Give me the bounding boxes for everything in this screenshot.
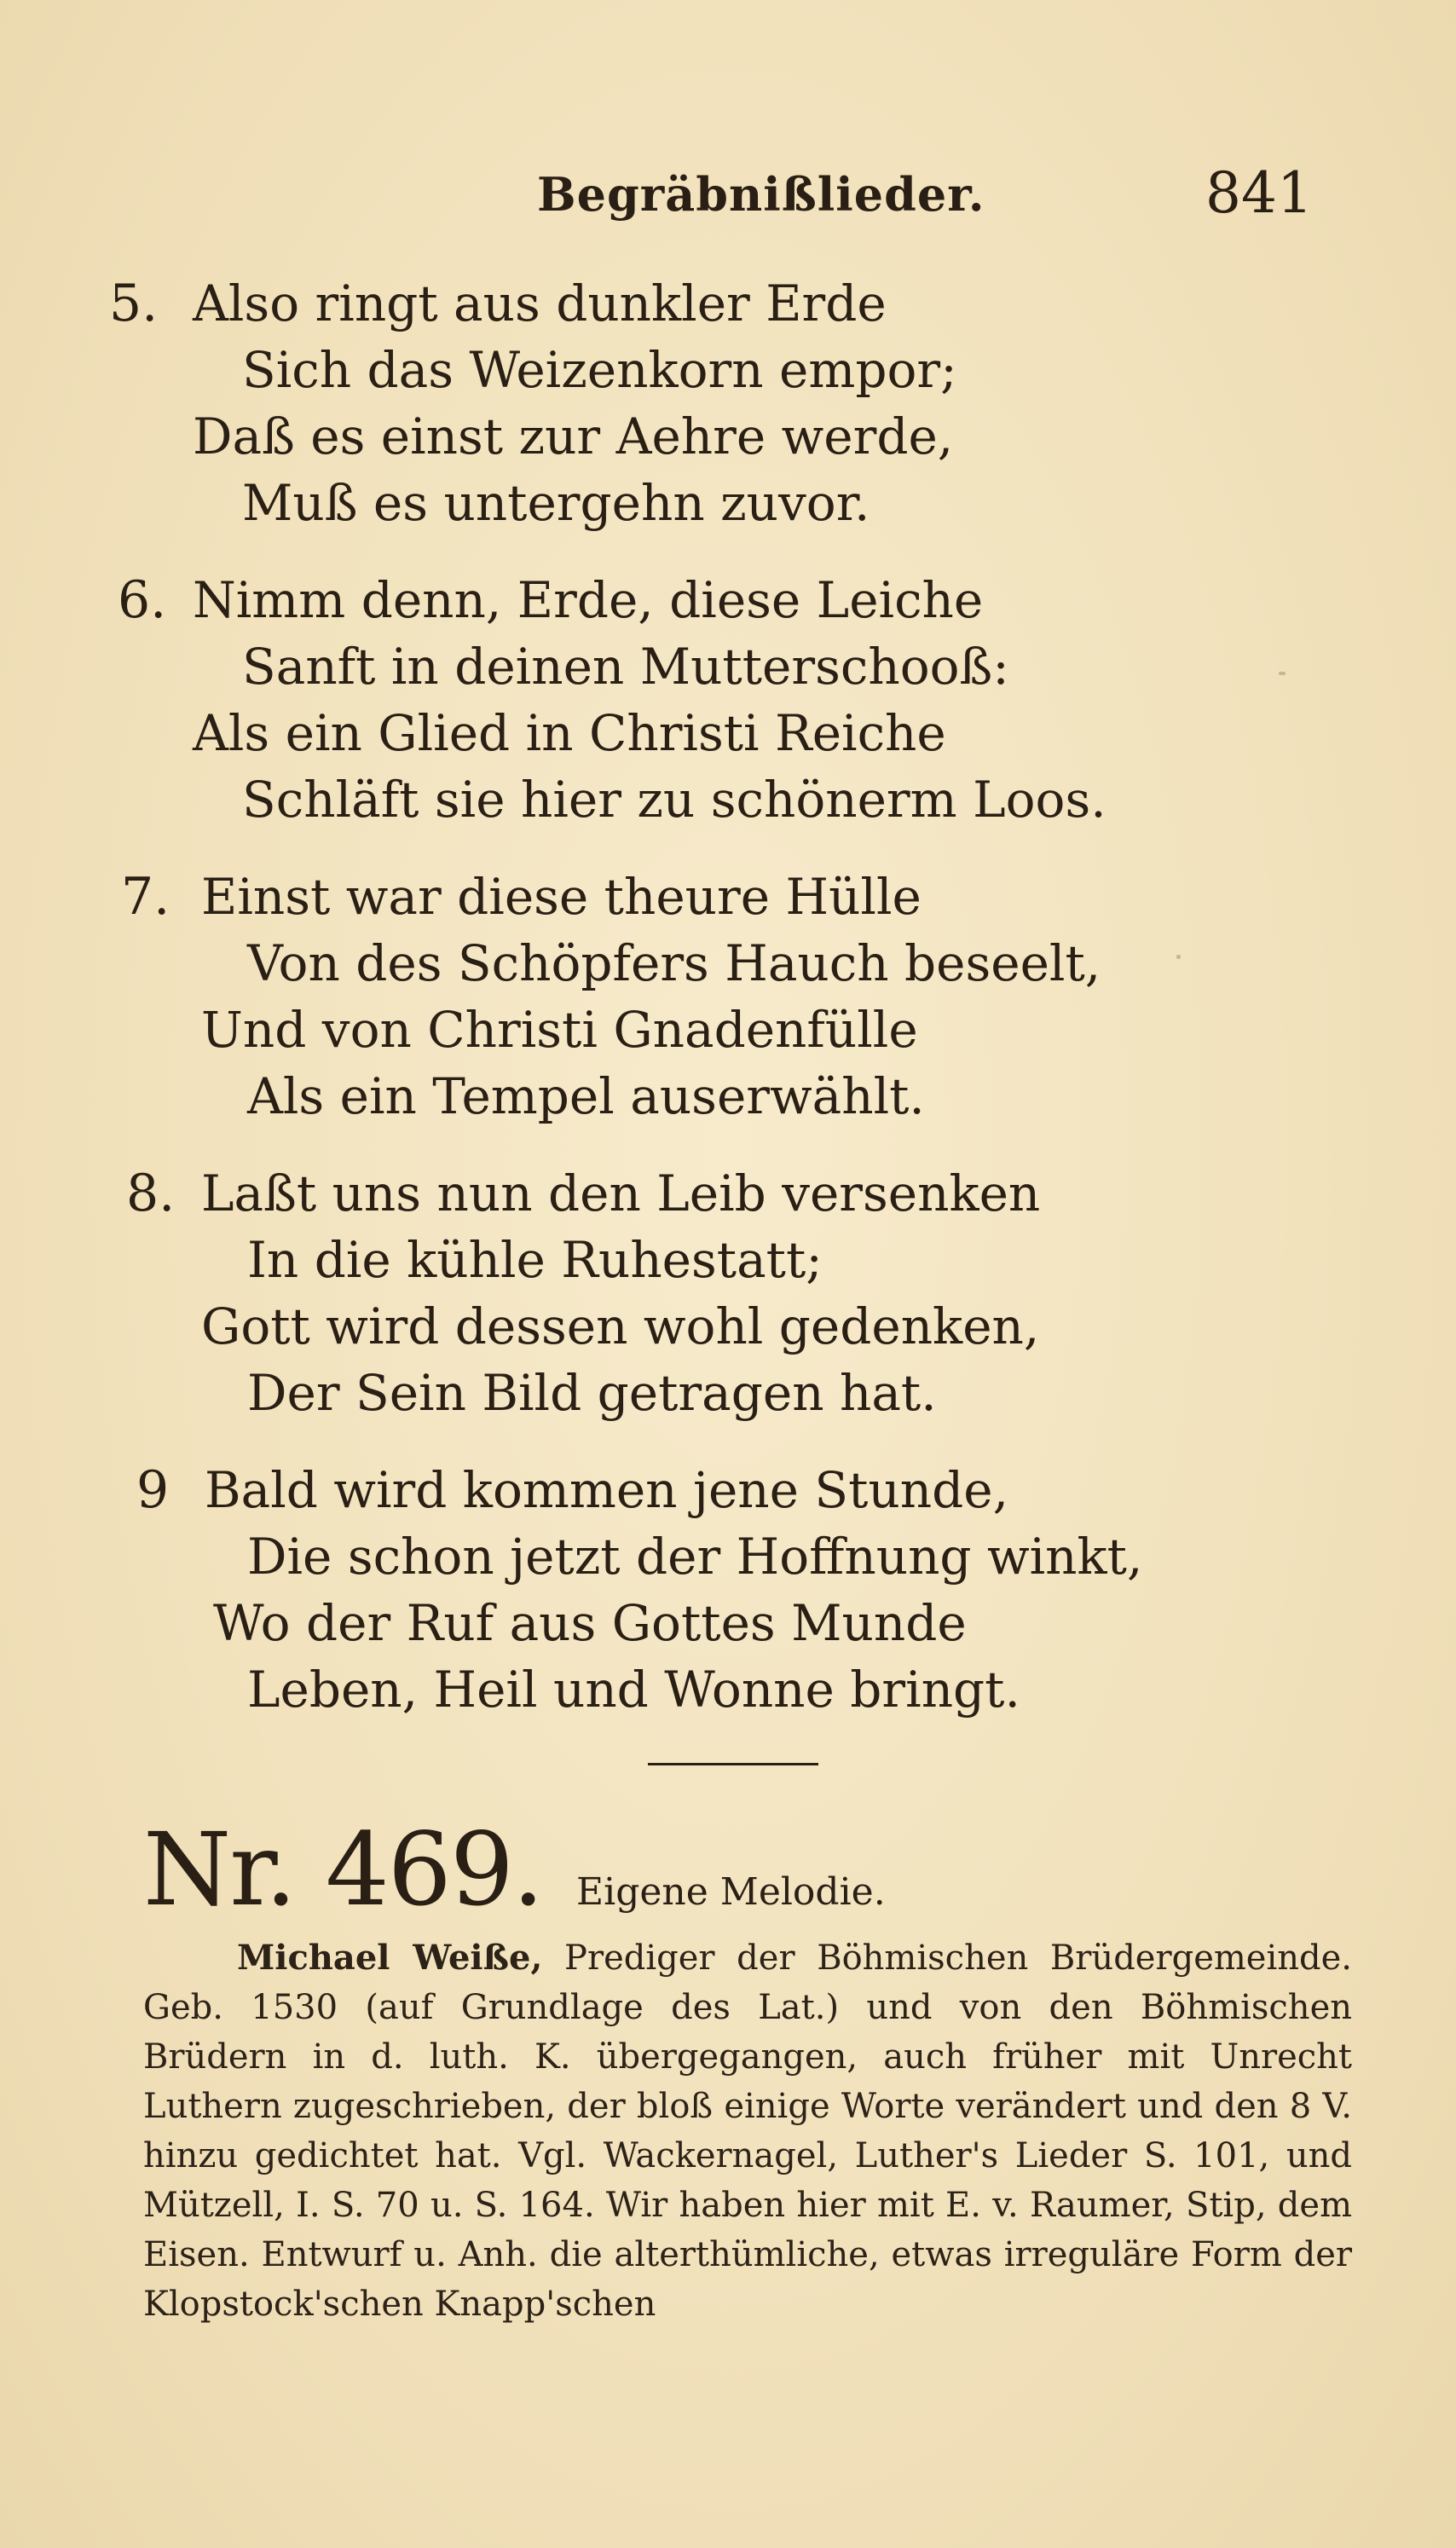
- verse-line: Bald wird kommen jene Stunde,: [205, 1461, 1009, 1519]
- stanza-number: 9: [136, 1460, 170, 1520]
- verse-line: Muß es untergehn zuvor.: [242, 474, 870, 532]
- verse-line: Laßt uns nun den Leib versenken: [201, 1164, 1041, 1222]
- verse-line: Sich das Weizenkorn empor;: [242, 341, 957, 399]
- verse-line: Nimm denn, Erde, diese Leiche: [193, 571, 984, 629]
- verse-line: Als ein Glied in Christi Reiche: [193, 704, 946, 762]
- author-note-text: Prediger der Böhmischen Brüdergemeinde. Geb. 1530 (auf Grundlage des Lat.) und von den Böhmischen Brüdern in d. luth. K. übergegangen, auch früher mit Unrecht Luthern zugeschrieben, der bloß einige Worte verändert und den 8 V. hinzu gedichtet hat. Vgl. Wackernagel, Luther's Lieder S. 101, und Mützell, I. S. 70 u. S. 164. Wir haben hier mit E. v. Raumer, Stip, dem Eisen. Entwurf u. Anh. die alterthümliche, etwas irreguläre Form der Klopstock'schen Knapp'schen: [143, 1938, 1353, 2324]
- melody-note: Eigene Melodie.: [576, 1870, 886, 1914]
- verse-line: Von des Schöpfers Hauch beseelt,: [247, 934, 1101, 992]
- section-divider: [648, 1763, 818, 1765]
- stanza-number: 6.: [118, 570, 167, 630]
- stanza-number: 8.: [126, 1164, 176, 1223]
- verse-line: Als ein Tempel auserwählt.: [247, 1067, 925, 1125]
- verse-line: Einst war diese theure Hülle: [201, 868, 922, 926]
- author-name: Michael Weiße,: [237, 1938, 543, 1978]
- section-title: Begräbnißlieder.: [537, 167, 985, 222]
- running-head: [0, 160, 1456, 235]
- paper-speck: [1176, 955, 1181, 959]
- verse-line: Schläft sie hier zu schönerm Loos.: [242, 771, 1106, 829]
- verse-line: Wo der Ruf aus Gottes Munde: [213, 1594, 967, 1652]
- verse-line: Die schon jetzt der Hoffnung winkt,: [247, 1528, 1143, 1586]
- hymn-header: [143, 1811, 1337, 1928]
- verse-line: Also ringt aus dunkler Erde: [193, 274, 887, 332]
- verse-line: Und von Christi Gnadenfülle: [201, 1001, 918, 1059]
- verse-line: In die kühle Ruhestatt;: [247, 1231, 823, 1289]
- stanza-number: 5.: [109, 274, 159, 333]
- verse-line: Leben, Heil und Wonne bringt.: [247, 1661, 1020, 1719]
- page-number: 841: [1205, 160, 1313, 226]
- verse-line: Daß es einst zur Aehre werde,: [193, 407, 954, 465]
- verse-line: Der Sein Bild getragen hat.: [247, 1364, 937, 1422]
- stanza-number: 7.: [121, 867, 170, 927]
- verse-line: Gott wird dessen wohl gedenken,: [201, 1297, 1040, 1355]
- author-note: [143, 1933, 1352, 2329]
- hymn-number: Nr. 469.: [143, 1811, 543, 1928]
- paper-speck: [1279, 672, 1286, 675]
- verse-line: Sanft in deinen Mutterschooß:: [242, 638, 1009, 696]
